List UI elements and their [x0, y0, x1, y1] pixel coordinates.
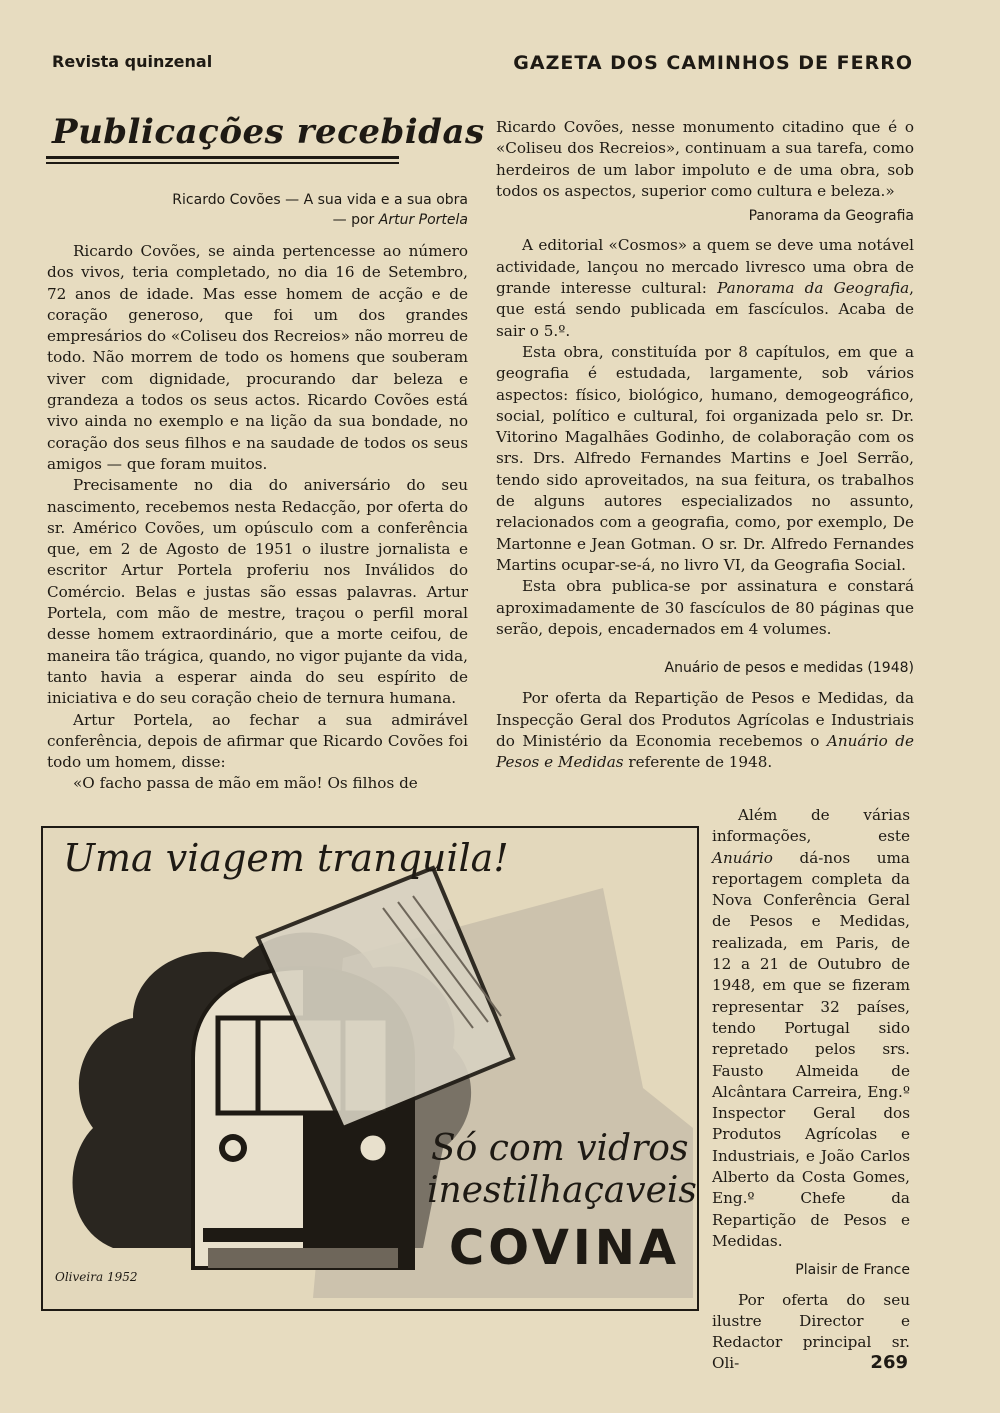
text-run: A editorial «Cosmos» a quem se deve uma notável actividade, lançou no mercado livresco uma obra de grande interesse cultural:: [496, 236, 914, 298]
title-rule-top: [46, 156, 399, 159]
section-heading-plaisir: Plaisir de France: [795, 1262, 910, 1279]
paragraph: Ricardo Covões, se ainda pertencesse ao número dos vivos, teria completado, no dia 16 de Setembro, 72 anos de idade. Mas esse homem de acção e de coração generoso, que foi um dos grandes empresários do «Coliseu dos Recreios» não morreu de todo. Não morrem de todo os homens que souberam viver com dignidade, procurando dar beleza e grandeza a todos os seus actos. Ricardo Covões está vivo ainda no exemplo e na lição da sua bondade, no coração dos seus filhos e na saudade de todos os seus amigos — que foram muitos.: [47, 242, 468, 473]
text-run: Por oferta da Repartição de Pesos e Medidas, da Inspecção Geral dos Produtos Agrícolas e Industriais do Ministério da Economia recebemos o: [496, 689, 914, 751]
book-title: Anuário de Pesos e Medidas: [496, 732, 914, 772]
text-run: , que está sendo publicada em fascículos. Acaba de sair o 5.º.: [496, 279, 914, 340]
left-column: [47, 190, 468, 795]
header-right: GAZETA DOS CAMINHOS DE FERRO: [513, 52, 913, 74]
paragraph: Ricardo Covões, nesse monumento citadino que é o «Coliseu dos Recreios», continuam a sua tarefa, como herdeiros de um labor impoluto e de uma obra, sob todos os aspectos, superior como cultura e beleza.»: [496, 118, 914, 200]
paragraph: «O facho passa de mão em mão! Os filhos de: [73, 774, 418, 793]
paragraph: Artur Portela, ao fechar a sua admirável conferência, depois de afirmar que Ricardo Covões foi todo um homem, disse:: [47, 710, 468, 772]
right-column: [496, 117, 914, 774]
paragraph: [712, 805, 910, 1252]
paragraph: [496, 235, 914, 341]
paragraph: Por oferta do seu ilustre Director e Redactor principal sr. Oli-: [712, 1290, 910, 1373]
text-run: referente de 1948.: [623, 753, 773, 772]
artist-signature: Oliveira 1952: [55, 1270, 138, 1284]
article-heading-prefix: — por: [332, 212, 379, 228]
section-heading-anuario: Anuário de pesos e medidas (1948): [664, 660, 914, 677]
header-left: Revista quinzenal: [52, 52, 213, 71]
section-title: Publicações recebidas: [52, 112, 485, 152]
article-heading: [47, 190, 468, 230]
advert-tagline-2: inestilhaçaveis: [427, 1170, 697, 1211]
page-number: 269: [870, 1352, 908, 1373]
advert-slogan: Uma viagem tranquila!: [63, 836, 509, 880]
paragraph: Precisamente no dia do aniversário do seu nascimento, recebemos nesta Redacção, por oferta do sr. Américo Covões, um opúsculo com a conferência que, em 2 de Agosto de 1951 o ilustre jornalista e escritor Artur Portela proferiu nos Inválidos do Comércio. Belas e justas são essas palavras. Artur Portela, com mão de mestre, traçou o perfil moral desse homem extraordinário, que a morte ceifou, de maneira tão trágica, quando, no vigor pujante da vida, tanto havia a esperar ainda do seu espírito de iniciativa e do seu coração cheio de ternura humana.: [47, 476, 468, 708]
covina-advert: [41, 826, 699, 1311]
text-run: Além de várias informações, este: [712, 806, 910, 846]
advert-tagline-1: Só com vidros: [431, 1128, 689, 1169]
paragraph: Esta obra, constituída por 8 capítulos, em que a geografia é estudada, largamente, sob vários aspectos: físico, biológico, humano, demogeográfico, social, político e cultural, foi organizada pelo sr. Dr. Vitorino Magalhães Godinho, de colaboração com os srs. Drs. Alfredo Fernandes Martins e Joel Serrão, tendo sido aproveitados, na sua feitura, os trabalhos de alguns autores especializados no assunto, relacionados com a geografia, como, por exemplo, De Martonne e Jean Gotman. O sr. Dr. Alfredo Fernandes Martins ocupar-se-á, no livro VI, da Geografia Social.: [496, 342, 914, 574]
paragraph: Esta obra publica-se por assinatura e constará aproximadamente de 30 fascículos de 80 páginas que serão, depois, encadernados em 4 volumes.: [496, 577, 914, 638]
article-heading-author: Artur Portela: [378, 212, 468, 228]
book-title: Anuário: [712, 848, 773, 867]
section-heading-panorama: Panorama da Geografia: [748, 208, 914, 225]
paragraph: [496, 688, 914, 773]
title-rule-bottom: [46, 162, 399, 164]
advert-brand: COVINA: [449, 1220, 681, 1276]
text-run: dá-nos uma reportagem completa da Nova Conferência Geral de Pesos e Medidas, realizada, em Paris, de 12 a 21 de Outubro de 1948, em que se fizeram representar 32 países, tendo Portugal sido repretado pelos srs. Fausto Almeida de Alcântara Carreira, Eng.º Inspector Geral dos Produtos Agrícolas e Industriais, e João Carlos Alberto da Costa Gomes, Eng.º Chefe da Repartição de Pesos e Medidas.: [712, 848, 910, 1250]
right-column-narrow: [712, 805, 910, 1375]
book-title: Panorama da Geografia: [717, 279, 910, 298]
article-heading-line1: Ricardo Covões — A sua vida e a sua obra: [172, 192, 468, 208]
